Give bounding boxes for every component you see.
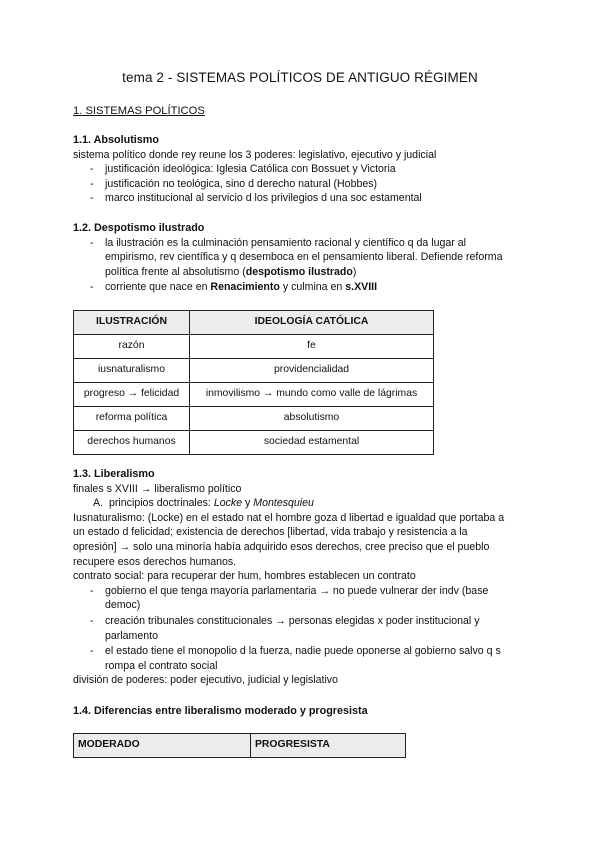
list-item xyxy=(73,584,543,613)
text-line: empirismo, rev científica y q desemboca en el pensamiento liberal. Defiende reforma xyxy=(105,251,503,264)
table-cell: reforma política xyxy=(74,407,190,431)
table-cell: iusnaturalismo xyxy=(74,359,190,383)
comparison-table-ilustracion xyxy=(73,310,434,455)
text-line: política frente al absolutismo ( xyxy=(105,265,246,278)
list-item xyxy=(73,280,533,295)
table-header-cell: ILUSTRACIÓN xyxy=(74,311,190,335)
text-fragment: corriente que nace en xyxy=(105,281,211,294)
text-line: un estado d felicidad; existencia de derechos [libertad, vida trabajo y resistencia a la xyxy=(73,526,468,539)
comparison-table-liberalismo xyxy=(73,733,406,758)
liberalismo-line: finales s XVIII → liberalismo político xyxy=(73,482,242,495)
section-link[interactable]: 1. SISTEMAS POLÍTICOS xyxy=(73,105,205,117)
bold-term: s.XVIII xyxy=(345,281,378,294)
list-item xyxy=(73,644,543,673)
division-line: división de poderes: poder ejecutivo, judicial y legislativo xyxy=(73,674,338,687)
table-header-cell: MODERADO xyxy=(74,734,251,758)
list-item: - justificación ideológica: Iglesia Católica con Bossuet y Victoria xyxy=(73,162,533,177)
section-absolutismo xyxy=(73,133,533,206)
text-line: gobierno el que tenga mayoría parlamentaria → no puede vulnerar der indv (base xyxy=(105,584,489,597)
list-item xyxy=(73,236,533,280)
text-line: opresión] → solo una minoría había adquirido esos derechos, cree preciso que el pueblo xyxy=(73,540,490,553)
text-line: parlamento xyxy=(105,629,158,642)
absolutismo-intro: sistema político donde rey reune los 3 poderes: legislativo, ejecutivo y judicial xyxy=(73,148,437,161)
heading-diferencias: 1.4. Diferencias entre liberalismo moderado y progresista xyxy=(73,705,368,717)
table-row xyxy=(74,407,434,431)
bold-term: Renacimiento xyxy=(210,281,280,294)
table-row xyxy=(74,335,434,359)
section-despotismo xyxy=(73,221,533,295)
text-line: democ) xyxy=(105,599,141,612)
table-cell: inmovilismo → mundo como valle de lágrimas xyxy=(190,383,434,407)
table-header-cell: IDEOLOGÍA CATÓLICA xyxy=(190,311,434,335)
contrato-line: contrato social: para recuperar der hum, hombres establecen un contrato xyxy=(73,570,416,583)
text-fragment: y xyxy=(242,497,254,510)
text-line: Iusnaturalismo: (Locke) en el estado nat el hombre goza d libertad e igualdad que portaba a xyxy=(73,511,505,524)
section-liberalismo xyxy=(73,467,543,688)
table-cell: absolutismo xyxy=(190,407,434,431)
list-item xyxy=(73,614,543,643)
table-cell: razón xyxy=(74,335,190,359)
table-header-row xyxy=(74,734,406,758)
italic-name: Locke xyxy=(213,497,243,510)
table-cell: fe xyxy=(190,335,434,359)
list-letter: A. xyxy=(93,497,104,510)
text-line: creación tribunales constitucionales → personas elegidas x poder institucional y xyxy=(105,614,480,627)
section-diferencias xyxy=(73,704,543,719)
text-line: recupere esos derechos humanos. xyxy=(73,555,237,568)
table-header-cell: PROGRESISTA xyxy=(251,734,406,758)
heading-despotismo: 1.2. Despotismo ilustrado xyxy=(73,222,205,234)
heading-liberalismo: 1.3. Liberalismo xyxy=(73,468,155,480)
italic-name: Montesquieu xyxy=(253,497,314,510)
text-line: ) xyxy=(352,265,357,278)
text-line: el estado tiene el monopolio d la fuerza, nadie puede oponerse al gobierno salvo q s xyxy=(105,645,501,658)
text-fragment: principios doctrinales: xyxy=(109,497,214,510)
table-cell: providencialidad xyxy=(190,359,434,383)
table-row xyxy=(74,383,434,407)
page-title: tema 2 - SISTEMAS POLÍTICOS DE ANTIGUO RÉGIMEN xyxy=(122,70,478,85)
table-cell: progreso → felicidad xyxy=(74,383,190,407)
iusnaturalismo-paragraph xyxy=(73,511,543,569)
text-line: rompa el contrato social xyxy=(105,659,218,672)
bold-term: despotismo ilustrado xyxy=(245,265,353,278)
list-item xyxy=(73,496,543,511)
text-line: la ilustración es la culminación pensamiento racional y científico q da lugar al xyxy=(105,236,466,249)
table-row xyxy=(74,359,434,383)
table-cell: sociedad estamental xyxy=(190,431,434,455)
table-cell: derechos humanos xyxy=(74,431,190,455)
list-item: - marco institucional al servicio d los privilegios d una soc estamental xyxy=(73,191,533,206)
table-row xyxy=(74,431,434,455)
heading-absolutismo: 1.1. Absolutismo xyxy=(73,134,159,146)
text-fragment: y culmina en xyxy=(279,281,346,294)
table-header-row xyxy=(74,311,434,335)
list-item: - justificación no teológica, sino d derecho natural (Hobbes) xyxy=(73,177,533,192)
